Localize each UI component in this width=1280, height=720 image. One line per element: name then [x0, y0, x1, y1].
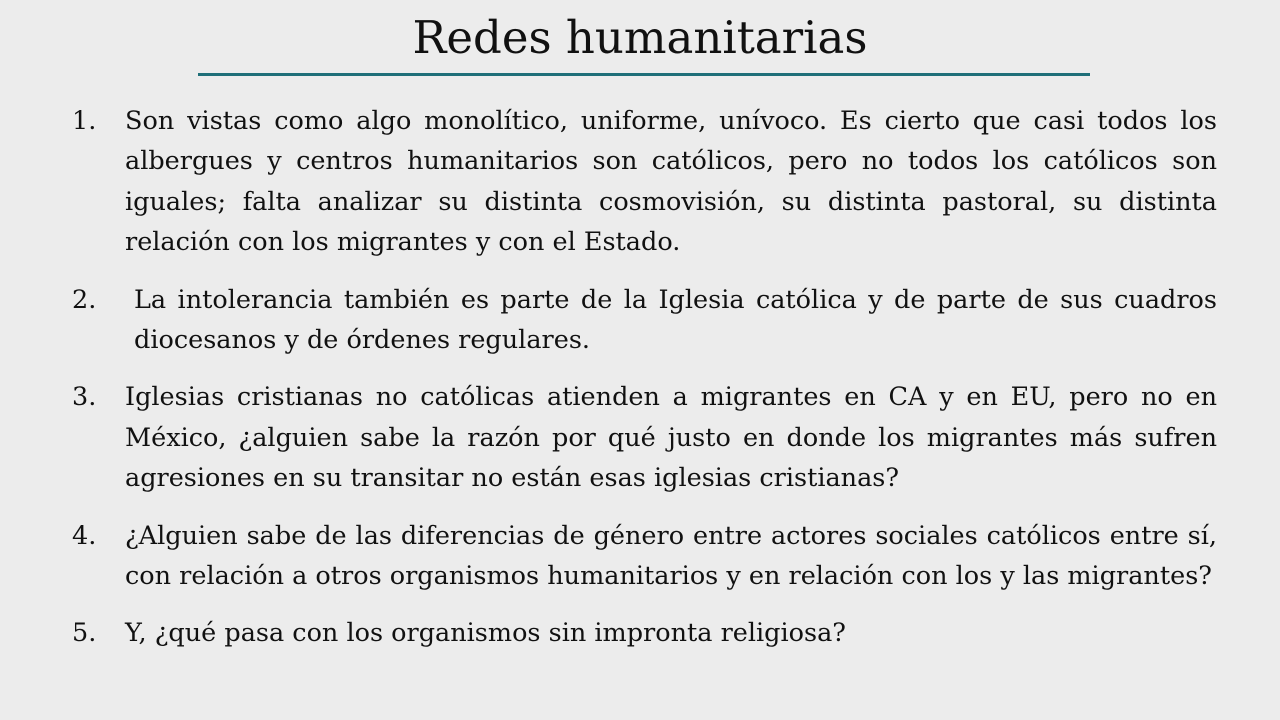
- list-item: [72, 377, 1217, 498]
- list-item-text: La intolerancia también es parte de la Iglesia católica y de parte de sus cuadros diocesanos y de órdenes regulares.: [134, 284, 1217, 356]
- list-item-number: 4.: [72, 520, 97, 551]
- title-underline: [198, 73, 1090, 76]
- list-item: [72, 613, 1217, 653]
- list-item: [72, 101, 1217, 263]
- list-item-text: Y, ¿qué pasa con los organismos sin impronta religiosa?: [125, 618, 846, 649]
- list-item-number: 1.: [72, 106, 97, 136]
- list-item-number: 3.: [72, 382, 97, 413]
- list-item-text: Iglesias cristianas no católicas atienden a migrantes en CA y en EU, pero no en México, ¿alguien sabe la razón por qué justo en donde los migrantes más sufren agresiones en su transitar no están esas iglesias cristianas?: [125, 382, 1217, 494]
- list-item-text: ¿Alguien sabe de las diferencias de género entre actores sociales católicos entre sí, con relación a otros organismos humanitarios y en relación con los y las migrantes?: [125, 520, 1217, 592]
- slide-title: Redes humanitarias: [412, 11, 868, 64]
- numbered-list: [72, 101, 1217, 671]
- list-item-number: 2.: [72, 284, 97, 315]
- list-item: [72, 516, 1217, 597]
- list-item: [72, 280, 1217, 361]
- list-item-number: 5.: [72, 618, 97, 649]
- list-item-text: Son vistas como algo monolítico, uniforme, unívoco. Es cierto que casi todos los albergues y centros humanitarios son católicos, pero no todos los católicos son iguales; falta analizar su distinta cosmovisión, su distinta pastoral, su distinta relación con los migrantes y con el Estado.: [125, 106, 1217, 258]
